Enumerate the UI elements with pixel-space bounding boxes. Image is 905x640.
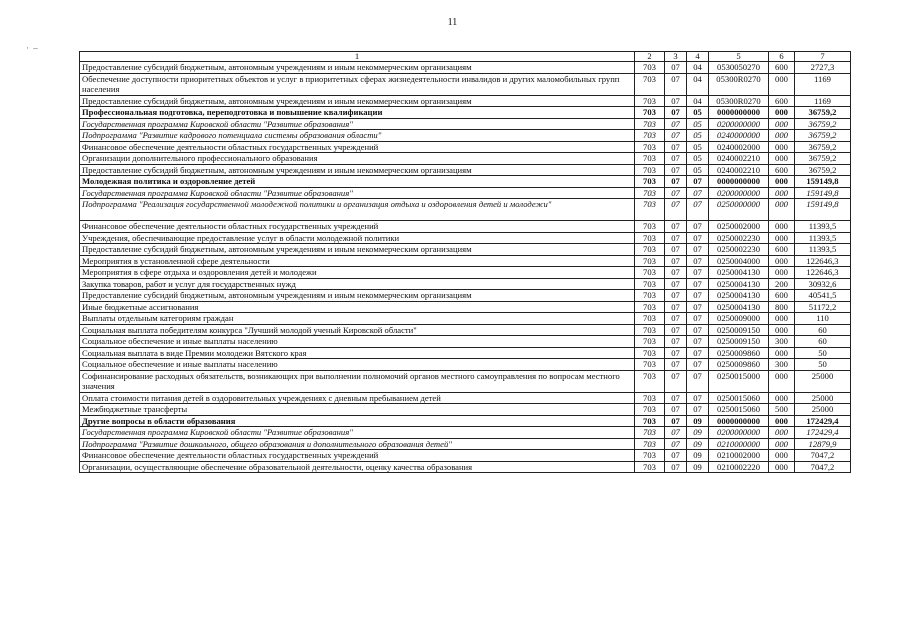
header-cell: 4 <box>687 52 709 62</box>
header-cell: 6 <box>769 52 795 62</box>
section-code-cell: 07 <box>665 278 687 290</box>
expense-name-cell: Межбюджетные трансферты <box>80 404 635 416</box>
section-code-cell: 07 <box>665 359 687 371</box>
table-row <box>80 164 851 176</box>
expense-name-cell: Подпрограмма "Развитие кадрового потенциала системы образования области" <box>80 130 635 142</box>
section-code-cell: 07 <box>665 290 687 302</box>
subsection-code-cell: 07 <box>687 232 709 244</box>
section-code-cell: 07 <box>665 336 687 348</box>
expense-name-cell: Организации, осуществляющие обеспечение образовательной деятельности, оценку качества образования <box>80 461 635 473</box>
table-row <box>80 118 851 130</box>
expense-name-cell: Оплата стоимости питания детей в оздоровительных учреждениях с дневным пребыванием детей <box>80 392 635 404</box>
target-article-code-cell: 0000000000 <box>709 415 769 427</box>
target-article-code-cell: 0200000000 <box>709 187 769 199</box>
expense-type-code-cell: 000 <box>769 187 795 199</box>
grbs-code-cell: 703 <box>635 95 665 107</box>
grbs-code-cell: 703 <box>635 438 665 450</box>
grbs-code-cell: 703 <box>635 221 665 233</box>
subsection-code-cell: 07 <box>687 255 709 267</box>
amount-cell: 172429,4 <box>795 415 851 427</box>
table-row <box>80 130 851 142</box>
section-code-cell: 07 <box>665 438 687 450</box>
amount-cell: 122646,3 <box>795 267 851 279</box>
section-code-cell: 07 <box>665 255 687 267</box>
table-row <box>80 461 851 473</box>
table-row <box>80 62 851 74</box>
grbs-code-cell: 703 <box>635 392 665 404</box>
subsection-code-cell: 05 <box>687 141 709 153</box>
grbs-code-cell: 703 <box>635 461 665 473</box>
expense-name-cell: Иные бюджетные ассигнования <box>80 301 635 313</box>
target-article-code-cell: 0200000000 <box>709 427 769 439</box>
amount-cell: 172429,4 <box>795 427 851 439</box>
subsection-code-cell: 07 <box>687 392 709 404</box>
grbs-code-cell: 703 <box>635 118 665 130</box>
grbs-code-cell: 703 <box>635 278 665 290</box>
expense-type-code-cell: 000 <box>769 438 795 450</box>
section-code-cell: 07 <box>665 130 687 142</box>
page-number: 11 <box>447 17 458 28</box>
grbs-code-cell: 703 <box>635 107 665 119</box>
table-row <box>80 255 851 267</box>
grbs-code-cell: 703 <box>635 199 665 221</box>
target-article-code-cell: 0250015060 <box>709 404 769 416</box>
target-article-code-cell: 0250004130 <box>709 278 769 290</box>
subsection-code-cell: 07 <box>687 347 709 359</box>
expense-name-cell: Мероприятия в установленной сфере деятельности <box>80 255 635 267</box>
table-row <box>80 450 851 462</box>
expense-type-code-cell: 500 <box>769 404 795 416</box>
table-row <box>80 359 851 371</box>
target-article-code-cell: 0210000000 <box>709 438 769 450</box>
subsection-code-cell: 09 <box>687 450 709 462</box>
subsection-code-cell: 07 <box>687 336 709 348</box>
amount-cell: 25000 <box>795 370 851 392</box>
subsection-code-cell: 05 <box>687 118 709 130</box>
subsection-code-cell: 07 <box>687 404 709 416</box>
subsection-code-cell: 09 <box>687 427 709 439</box>
expense-type-code-cell: 000 <box>769 141 795 153</box>
expense-name-cell: Предоставление субсидий бюджетным, автономным учреждениям и иным некоммерческим организациям <box>80 164 635 176</box>
target-article-code-cell: 0250009150 <box>709 336 769 348</box>
table-row <box>80 415 851 427</box>
grbs-code-cell: 703 <box>635 347 665 359</box>
expense-type-code-cell: 200 <box>769 278 795 290</box>
target-article-code-cell: 0000000000 <box>709 176 769 188</box>
expense-type-code-cell: 000 <box>769 153 795 165</box>
expense-name-cell: Предоставление субсидий бюджетным, автономным учреждениям и иным некоммерческим организациям <box>80 62 635 74</box>
target-article-code-cell: 0210002220 <box>709 461 769 473</box>
section-code-cell: 07 <box>665 118 687 130</box>
target-article-code-cell: 0250009000 <box>709 313 769 325</box>
header-cell: 5 <box>709 52 769 62</box>
subsection-code-cell: 04 <box>687 73 709 95</box>
budget-table <box>79 51 851 473</box>
table-row <box>80 199 851 221</box>
amount-cell: 2727,3 <box>795 62 851 74</box>
expense-type-code-cell: 300 <box>769 359 795 371</box>
target-article-code-cell: 0210002000 <box>709 450 769 462</box>
target-article-code-cell: 0240000000 <box>709 130 769 142</box>
grbs-code-cell: 703 <box>635 290 665 302</box>
grbs-code-cell: 703 <box>635 187 665 199</box>
section-code-cell: 07 <box>665 141 687 153</box>
header-cell: 1 <box>80 52 635 62</box>
section-code-cell: 07 <box>665 199 687 221</box>
grbs-code-cell: 703 <box>635 73 665 95</box>
amount-cell: 60 <box>795 336 851 348</box>
table-row <box>80 438 851 450</box>
subsection-code-cell: 05 <box>687 164 709 176</box>
subsection-code-cell: 05 <box>687 153 709 165</box>
grbs-code-cell: 703 <box>635 267 665 279</box>
expense-name-cell: Социальное обеспечение и иные выплаты населению <box>80 336 635 348</box>
grbs-code-cell: 703 <box>635 164 665 176</box>
table-row <box>80 392 851 404</box>
subsection-code-cell: 07 <box>687 221 709 233</box>
amount-cell: 11393,5 <box>795 221 851 233</box>
table-row <box>80 244 851 256</box>
subsection-code-cell: 09 <box>687 438 709 450</box>
table-row <box>80 336 851 348</box>
grbs-code-cell: 703 <box>635 404 665 416</box>
table-row <box>80 404 851 416</box>
section-code-cell: 07 <box>665 392 687 404</box>
table-row <box>80 267 851 279</box>
expense-type-code-cell: 000 <box>769 199 795 221</box>
expense-type-code-cell: 000 <box>769 450 795 462</box>
expense-type-code-cell: 600 <box>769 164 795 176</box>
amount-cell: 50 <box>795 359 851 371</box>
expense-name-cell: Молодежная политика и оздоровление детей <box>80 176 635 188</box>
subsection-code-cell: 07 <box>687 187 709 199</box>
table-row <box>80 95 851 107</box>
table-row <box>80 176 851 188</box>
target-article-code-cell: 0250002230 <box>709 244 769 256</box>
grbs-code-cell: 703 <box>635 232 665 244</box>
target-article-code-cell: 0250004130 <box>709 290 769 302</box>
header-row <box>80 52 851 62</box>
expense-name-cell: Мероприятия в сфере отдыха и оздоровления детей и молодежи <box>80 267 635 279</box>
amount-cell: 60 <box>795 324 851 336</box>
expense-name-cell: Учреждения, обеспечивающие предоставление услуг в области молодежной политики <box>80 232 635 244</box>
expense-name-cell: Предоставление субсидий бюджетным, автономным учреждениям и иным некоммерческим организациям <box>80 290 635 302</box>
subsection-code-cell: 07 <box>687 199 709 221</box>
expense-type-code-cell: 000 <box>769 255 795 267</box>
expense-type-code-cell: 000 <box>769 107 795 119</box>
section-code-cell: 07 <box>665 107 687 119</box>
table-row <box>80 324 851 336</box>
expense-type-code-cell: 000 <box>769 370 795 392</box>
target-article-code-cell: 0250004130 <box>709 301 769 313</box>
grbs-code-cell: 703 <box>635 301 665 313</box>
grbs-code-cell: 703 <box>635 176 665 188</box>
section-code-cell: 07 <box>665 164 687 176</box>
header-cell: 7 <box>795 52 851 62</box>
subsection-code-cell: 07 <box>687 290 709 302</box>
section-code-cell: 07 <box>665 415 687 427</box>
expense-name-cell: Профессиональная подготовка, переподготовка и повышение квалификации <box>80 107 635 119</box>
subsection-code-cell: 07 <box>687 176 709 188</box>
expense-name-cell: Другие вопросы в области образования <box>80 415 635 427</box>
expense-name-cell: Выплаты отдельным категориям граждан <box>80 313 635 325</box>
target-article-code-cell: 0250004000 <box>709 255 769 267</box>
section-code-cell: 07 <box>665 313 687 325</box>
expense-type-code-cell: 600 <box>769 290 795 302</box>
table-row <box>80 427 851 439</box>
target-article-code-cell: 0240002000 <box>709 141 769 153</box>
expense-name-cell: Государственная программа Кировской области "Развитие образования" <box>80 118 635 130</box>
grbs-code-cell: 703 <box>635 324 665 336</box>
table-row <box>80 313 851 325</box>
expense-type-code-cell: 600 <box>769 62 795 74</box>
table-row <box>80 370 851 392</box>
expense-type-code-cell: 000 <box>769 232 795 244</box>
section-code-cell: 07 <box>665 427 687 439</box>
target-article-code-cell: 0250009150 <box>709 324 769 336</box>
amount-cell: 40541,5 <box>795 290 851 302</box>
subsection-code-cell: 07 <box>687 278 709 290</box>
amount-cell: 110 <box>795 313 851 325</box>
target-article-code-cell: 0530050270 <box>709 62 769 74</box>
expense-type-code-cell: 600 <box>769 95 795 107</box>
section-code-cell: 07 <box>665 95 687 107</box>
section-code-cell: 07 <box>665 450 687 462</box>
grbs-code-cell: 703 <box>635 153 665 165</box>
expense-name-cell: Финансовое обеспечение деятельности областных государственных учреждений <box>80 221 635 233</box>
grbs-code-cell: 703 <box>635 359 665 371</box>
grbs-code-cell: 703 <box>635 130 665 142</box>
target-article-code-cell: 0250002230 <box>709 232 769 244</box>
subsection-code-cell: 05 <box>687 107 709 119</box>
table-row <box>80 187 851 199</box>
section-code-cell: 07 <box>665 267 687 279</box>
section-code-cell: 07 <box>665 232 687 244</box>
amount-cell: 36759,2 <box>795 164 851 176</box>
grbs-code-cell: 703 <box>635 141 665 153</box>
grbs-code-cell: 703 <box>635 255 665 267</box>
expense-type-code-cell: 000 <box>769 221 795 233</box>
grbs-code-cell: 703 <box>635 62 665 74</box>
expense-name-cell: Обеспечение доступности приоритетных объектов и услуг в приоритетных сферах жизнедеятельности инвалидов и других маломобильных групп населения <box>80 73 635 95</box>
amount-cell: 30932,6 <box>795 278 851 290</box>
subsection-code-cell: 05 <box>687 130 709 142</box>
subsection-code-cell: 09 <box>687 461 709 473</box>
target-article-code-cell: 05300R0270 <box>709 95 769 107</box>
amount-cell: 12879,9 <box>795 438 851 450</box>
subsection-code-cell: 04 <box>687 62 709 74</box>
subsection-code-cell: 07 <box>687 313 709 325</box>
section-code-cell: 07 <box>665 221 687 233</box>
subsection-code-cell: 07 <box>687 244 709 256</box>
section-code-cell: 07 <box>665 187 687 199</box>
expense-type-code-cell: 000 <box>769 267 795 279</box>
grbs-code-cell: 703 <box>635 427 665 439</box>
expense-type-code-cell: 000 <box>769 461 795 473</box>
subsection-code-cell: 04 <box>687 95 709 107</box>
subsection-code-cell: 07 <box>687 324 709 336</box>
table-row <box>80 73 851 95</box>
expense-type-code-cell: 000 <box>769 415 795 427</box>
expense-name-cell: Закупка товаров, работ и услуг для государственных нужд <box>80 278 635 290</box>
section-code-cell: 07 <box>665 324 687 336</box>
subsection-code-cell: 07 <box>687 267 709 279</box>
expense-type-code-cell: 600 <box>769 244 795 256</box>
section-code-cell: 07 <box>665 347 687 359</box>
amount-cell: 11393,5 <box>795 232 851 244</box>
expense-name-cell: Социальная выплата победителям конкурса "Лучший молодой ученый Кировской области" <box>80 324 635 336</box>
amount-cell: 159149,8 <box>795 187 851 199</box>
expense-type-code-cell: 000 <box>769 130 795 142</box>
amount-cell: 36759,2 <box>795 141 851 153</box>
grbs-code-cell: 703 <box>635 370 665 392</box>
target-article-code-cell: 05300R0270 <box>709 73 769 95</box>
amount-cell: 36759,2 <box>795 130 851 142</box>
target-article-code-cell: 0240002210 <box>709 164 769 176</box>
target-article-code-cell: 0000000000 <box>709 107 769 119</box>
target-article-code-cell: 0200000000 <box>709 118 769 130</box>
amount-cell: 36759,2 <box>795 153 851 165</box>
expense-name-cell: Социальная выплата в виде Премии молодежи Вятского края <box>80 347 635 359</box>
expense-name-cell: Подпрограмма "Развитие дошкольного, общего образования и дополнительного образования детей" <box>80 438 635 450</box>
expense-type-code-cell: 000 <box>769 347 795 359</box>
section-code-cell: 07 <box>665 73 687 95</box>
table-row <box>80 290 851 302</box>
grbs-code-cell: 703 <box>635 244 665 256</box>
section-code-cell: 07 <box>665 153 687 165</box>
amount-cell: 51172,2 <box>795 301 851 313</box>
amount-cell: 25000 <box>795 404 851 416</box>
table-row <box>80 278 851 290</box>
amount-cell: 159149,8 <box>795 176 851 188</box>
grbs-code-cell: 703 <box>635 313 665 325</box>
amount-cell: 7047,2 <box>795 450 851 462</box>
table-row <box>80 221 851 233</box>
section-code-cell: 07 <box>665 301 687 313</box>
expense-type-code-cell: 000 <box>769 176 795 188</box>
subsection-code-cell: 09 <box>687 415 709 427</box>
section-code-cell: 07 <box>665 62 687 74</box>
expense-type-code-cell: 000 <box>769 118 795 130</box>
section-code-cell: 07 <box>665 404 687 416</box>
expense-name-cell: Софинансирование расходных обязательств, возникающих при выполнении полномочий органов местного самоуправления по вопросам местного значения <box>80 370 635 392</box>
expense-type-code-cell: 000 <box>769 392 795 404</box>
amount-cell: 159149,8 <box>795 199 851 221</box>
expense-name-cell: Финансовое обеспечение деятельности областных государственных учреждений <box>80 450 635 462</box>
target-article-code-cell: 0250002000 <box>709 221 769 233</box>
amount-cell: 25000 <box>795 392 851 404</box>
expense-type-code-cell: 000 <box>769 313 795 325</box>
table-row <box>80 301 851 313</box>
header-cell: 3 <box>665 52 687 62</box>
expense-name-cell: Подпрограмма "Реализация государственной молодежной политики и организация отдыха и оздоровления детей и молодежи" <box>80 199 635 221</box>
expense-name-cell: Социальное обеспечение и иные выплаты населению <box>80 359 635 371</box>
subsection-code-cell: 07 <box>687 359 709 371</box>
table-row <box>80 141 851 153</box>
expense-name-cell: Предоставление субсидий бюджетным, автономным учреждениям и иным некоммерческим организациям <box>80 244 635 256</box>
target-article-code-cell: 0250015000 <box>709 370 769 392</box>
target-article-code-cell: 0240002210 <box>709 153 769 165</box>
expense-type-code-cell: 300 <box>769 336 795 348</box>
target-article-code-cell: 0250004130 <box>709 267 769 279</box>
expense-type-code-cell: 800 <box>769 301 795 313</box>
amount-cell: 1169 <box>795 73 851 95</box>
amount-cell: 50 <box>795 347 851 359</box>
target-article-code-cell: 0250009860 <box>709 347 769 359</box>
expense-type-code-cell: 000 <box>769 427 795 439</box>
table-row <box>80 153 851 165</box>
expense-type-code-cell: 000 <box>769 73 795 95</box>
section-code-cell: 07 <box>665 176 687 188</box>
grbs-code-cell: 703 <box>635 336 665 348</box>
amount-cell: 1169 <box>795 95 851 107</box>
target-article-code-cell: 0250015060 <box>709 392 769 404</box>
margin-mark: · – <box>26 43 39 53</box>
amount-cell: 7047,2 <box>795 461 851 473</box>
table-row <box>80 232 851 244</box>
table-row <box>80 347 851 359</box>
expense-type-code-cell: 000 <box>769 324 795 336</box>
expense-name-cell: Государственная программа Кировской области "Развитие образования" <box>80 187 635 199</box>
expense-name-cell: Организации дополнительного профессионального образования <box>80 153 635 165</box>
amount-cell: 11393,5 <box>795 244 851 256</box>
grbs-code-cell: 703 <box>635 450 665 462</box>
target-article-code-cell: 0250000000 <box>709 199 769 221</box>
grbs-code-cell: 703 <box>635 415 665 427</box>
header-cell: 2 <box>635 52 665 62</box>
expense-name-cell: Финансовое обеспечение деятельности областных государственных учреждений <box>80 141 635 153</box>
section-code-cell: 07 <box>665 244 687 256</box>
table-row <box>80 107 851 119</box>
amount-cell: 122646,3 <box>795 255 851 267</box>
section-code-cell: 07 <box>665 461 687 473</box>
expense-name-cell: Государственная программа Кировской области "Развитие образования" <box>80 427 635 439</box>
subsection-code-cell: 07 <box>687 370 709 392</box>
amount-cell: 36759,2 <box>795 107 851 119</box>
amount-cell: 36759,2 <box>795 118 851 130</box>
target-article-code-cell: 0250009860 <box>709 359 769 371</box>
subsection-code-cell: 07 <box>687 301 709 313</box>
expense-name-cell: Предоставление субсидий бюджетным, автономным учреждениям и иным некоммерческим организациям <box>80 95 635 107</box>
section-code-cell: 07 <box>665 370 687 392</box>
